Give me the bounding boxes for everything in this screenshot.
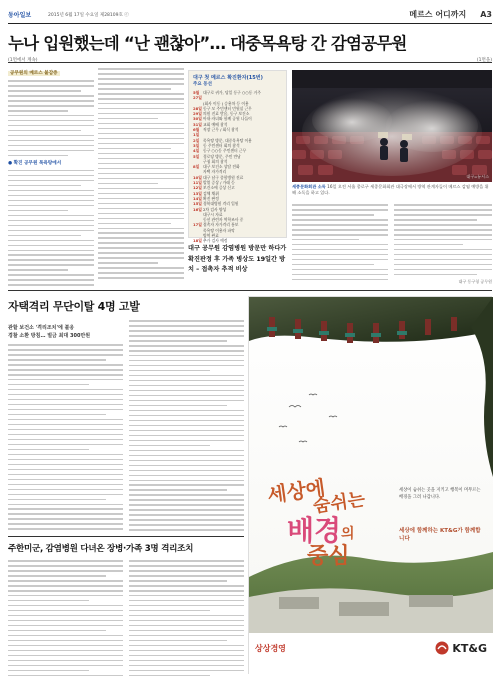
article-column-5	[394, 204, 492, 286]
theater-disinfection-photo	[292, 70, 492, 182]
article-column-1	[8, 68, 94, 286]
route-event: 목욕탕 방문, 대중목욕탕 이용	[203, 137, 252, 143]
photo-caption	[292, 184, 492, 196]
reporter-byline: 대구 동구청 공무원	[458, 278, 492, 284]
story-3-headline: 주한미군, 감염병원 다녀온 장병·가족 3명 격리조치	[8, 544, 194, 554]
route-date: 6월 1일	[193, 127, 200, 138]
route-date: 15일	[193, 201, 202, 207]
route-event: 의원 진료 받음, 동구 보건소	[203, 111, 250, 117]
article-column-4	[292, 204, 388, 286]
route-event: 대구 남구 종합병원 진료	[203, 174, 244, 180]
pull-quote	[188, 244, 287, 286]
route-date: 18일	[193, 238, 202, 244]
body-text-lines	[8, 170, 94, 286]
ktg-emblem-icon	[435, 641, 449, 655]
patient-route-box	[188, 70, 287, 244]
body-text-lines	[8, 344, 123, 530]
ktg-logo: KT&G	[435, 641, 487, 655]
route-event: 발열 증상 / 가래 등	[203, 180, 235, 186]
story-2-headline: 자택격리 무단이탈 4명 고발	[8, 300, 140, 313]
route-date: 31일	[193, 121, 202, 127]
route-event: 2차 검사 양성	[203, 206, 227, 212]
sangsang-logo: 상상경영	[255, 643, 286, 653]
route-list-item	[193, 127, 282, 138]
route-date: 30일	[193, 116, 202, 122]
story-3	[8, 542, 244, 682]
route-event: 동 주민센터 회의 참석	[203, 142, 240, 148]
story-divider	[8, 536, 244, 537]
route-list-item	[193, 238, 282, 243]
column-kicker: 공무원의 메르스 불감증	[10, 71, 58, 76]
ad-calligraphy-title: 세상에 숨쉬는 배경 의 중심	[265, 475, 367, 569]
caption-lead: 세종문화회관 소독	[292, 184, 326, 189]
masthead	[8, 6, 492, 24]
route-date: 12일	[193, 185, 202, 191]
route-date: 14일	[193, 195, 202, 201]
route-event: 확진 판정	[203, 195, 219, 201]
publication-name: 동아일보	[8, 12, 32, 19]
route-event: 동구 ○○동 주민센터 근무	[203, 148, 247, 154]
route-list	[193, 90, 282, 244]
story-2-deck: 관할 보건소 '격리조치'에 불응 경찰 소환 방침… 벌금 최대 300만원	[8, 325, 91, 339]
main-headline: 누나 입원했는데 “난 괜찮아”… 대중목욕탕 간 감염공무원	[8, 34, 407, 53]
route-box-title: 대구 첫 메르스 확진환자(15번)	[193, 75, 263, 81]
headline-sub-right: (1면을)	[476, 58, 492, 63]
section-title: 메르스 어디까지	[409, 10, 467, 19]
route-event: 경로당 방문, 주민 만남	[203, 153, 241, 159]
route-event: 목욕탕 이용자 파악	[203, 227, 235, 233]
route-event: (회사 이동 ) 승용차 등 이용	[203, 100, 249, 106]
body-text-lines	[98, 68, 184, 279]
news-photo	[292, 70, 492, 182]
body-text-lines	[129, 560, 244, 680]
route-date: 10일	[193, 174, 202, 180]
route-event: 아내·자녀와 함께 공원 나들이	[203, 116, 252, 122]
route-date: 2일	[193, 137, 200, 143]
route-event: 접촉자 자가격리 통보	[203, 222, 239, 228]
body-text-lines	[394, 204, 492, 275]
route-box-subtitle: 주요 동선	[193, 82, 212, 87]
issue-date: 2015년 6월 17일 수요일 제28109호 ⓒ	[48, 12, 129, 18]
route-date: 11일	[193, 180, 202, 186]
body-text-lines	[292, 204, 388, 280]
route-event: 경북대병원 격리 입원	[203, 201, 239, 207]
route-event: 보건소에 증상 신고	[203, 185, 235, 191]
section-divider	[8, 290, 492, 291]
route-event: 대구로 귀가, 당일 동구 ○○동 거주	[203, 90, 261, 95]
route-list-item	[193, 90, 282, 101]
page-number: A3	[480, 10, 492, 19]
ktg-advertisement[interactable]	[248, 296, 492, 674]
route-event: 직장 근무 / 회식 참석	[203, 127, 239, 133]
route-event: 방역 완료	[203, 233, 219, 239]
photo-credit: 대구=뉴시스	[466, 174, 489, 179]
body-text-lines	[8, 560, 123, 680]
route-event: 구청 회의 참석	[203, 158, 228, 164]
headline-rule	[8, 62, 492, 63]
article-column-2	[98, 68, 184, 286]
route-event: 자택 자가격리	[203, 169, 227, 175]
pull-quote-text: 대구 공무원 감염병원 방문만 하다가 확진판정 후 가족 병상도 19일간 방치 – 접촉자 추적 비상	[188, 245, 287, 273]
route-event: 교회 예배 참석	[203, 121, 228, 127]
route-date: 28일	[193, 105, 202, 111]
route-event: 추가 검사 예정	[203, 238, 228, 244]
body-text-lines	[8, 80, 94, 156]
route-event: 검체 채취	[203, 190, 219, 196]
caption-text: 16일 오전 서울 종로구 세종문화회관 대극장에서 방역 관계자들이 메르스 감염 예방을 위해 소독을 하고 있다.	[292, 184, 489, 195]
route-date: 16일	[193, 206, 202, 212]
route-date: 4일	[193, 148, 200, 154]
column-subhead: ● 확진 공무원 목욕탕에서	[8, 160, 62, 166]
ad-logo-bar	[255, 641, 487, 655]
route-date: 5일	[193, 153, 200, 159]
route-date: 17일	[193, 222, 202, 228]
route-date: 8일	[193, 164, 200, 170]
route-event: 대구 보건소 상담 전화	[203, 164, 240, 170]
route-date: 29일	[193, 111, 202, 117]
ad-copy: 세상이 숨쉬는 곳을 지키고 행복이 머무르는 배경을 그려 나갑니다.	[399, 488, 481, 500]
route-date: 13일	[193, 190, 202, 196]
route-date: 3일	[193, 142, 200, 148]
ad-tagline: 세상에 함께하는 KT&G가 함께합니다	[399, 528, 481, 542]
route-event: 동구 모 주민센터 민원실 근무	[203, 105, 252, 111]
body-text-lines	[129, 320, 244, 531]
headline-sub-left: (1면에서 계속)	[8, 58, 38, 63]
headline-block	[8, 30, 492, 63]
route-date: 5월 27일	[193, 90, 202, 101]
route-event: 동선 관련자 역학조사 중	[203, 217, 244, 223]
story-2	[8, 298, 244, 534]
route-event: 대구시 자료	[203, 211, 223, 217]
